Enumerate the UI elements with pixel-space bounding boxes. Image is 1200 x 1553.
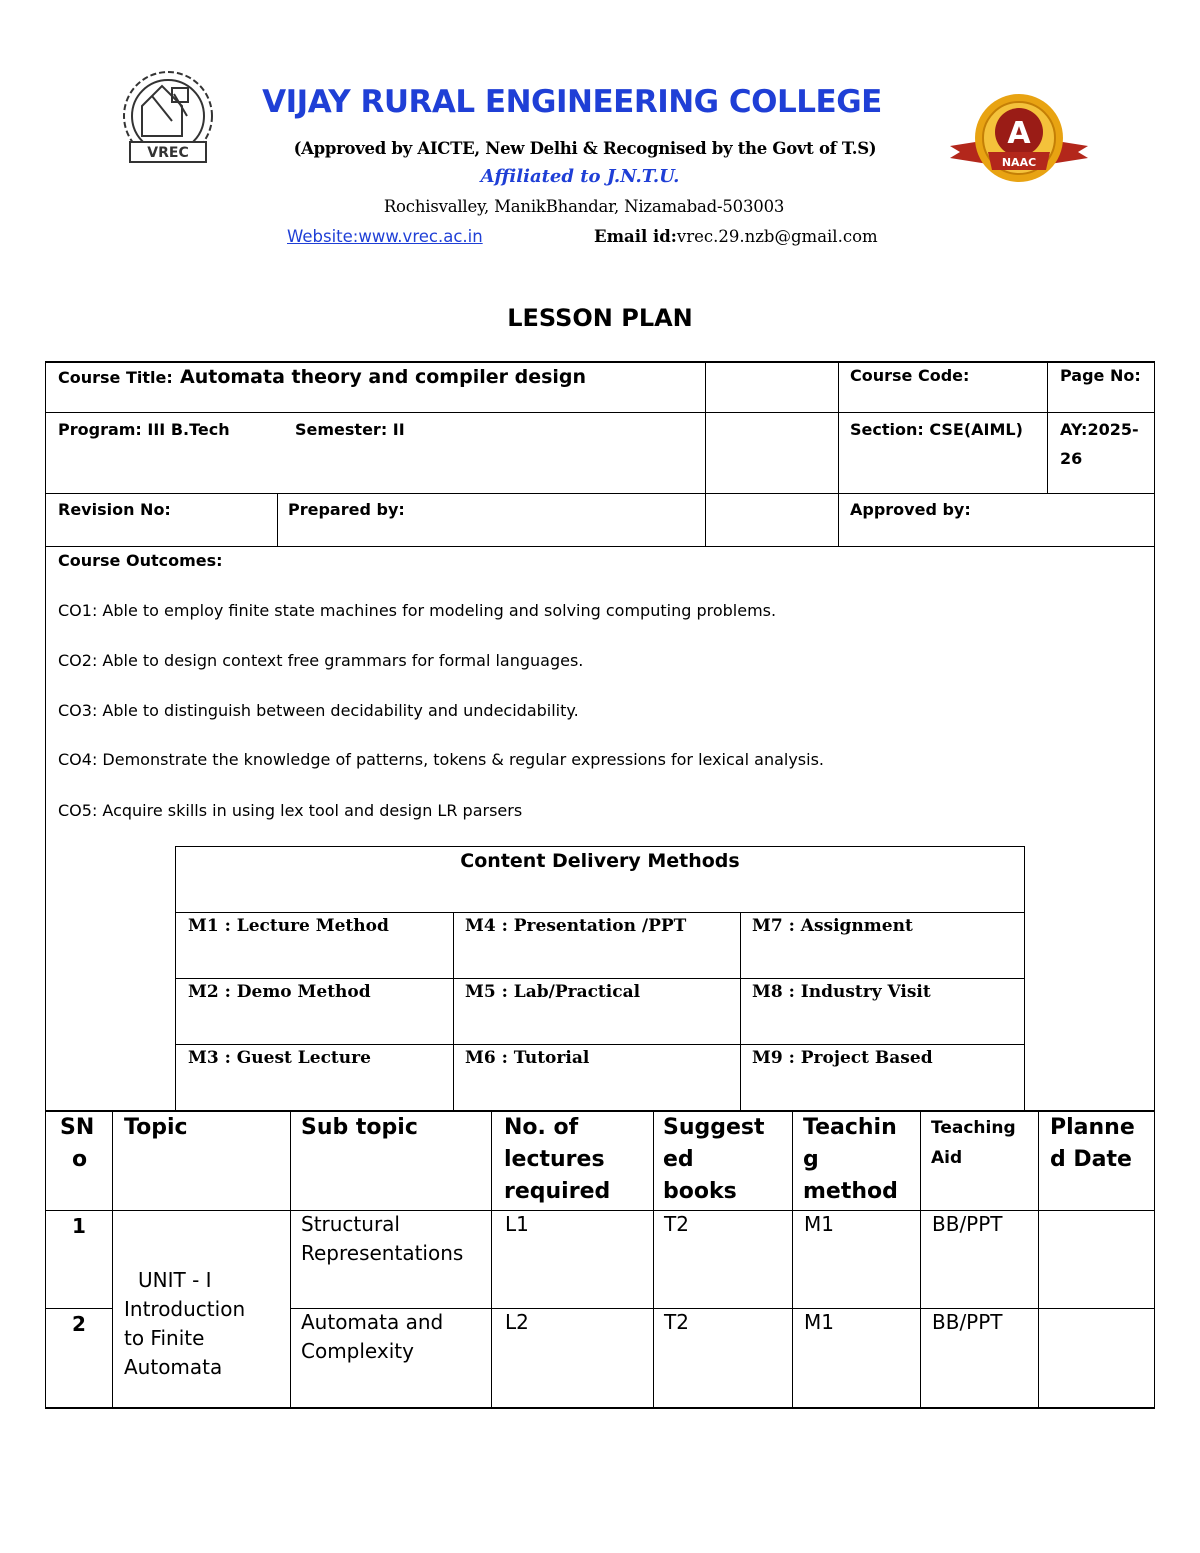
header-books: Suggest ed books	[663, 1115, 765, 1204]
semester-label: Semester: II	[295, 420, 405, 439]
course-outcome-3: CO3: Able to distinguish between decidability and undecidability.	[58, 701, 579, 720]
approved-by-label: Approved by:	[850, 500, 971, 519]
method-m8: M8 : Industry Visit	[752, 982, 931, 1002]
table-row-aid: BB/PPT	[932, 1212, 1003, 1236]
program-label: Program: III B.Tech	[58, 420, 230, 439]
course-code-label: Course Code:	[850, 366, 970, 385]
method-m7: M7 : Assignment	[752, 916, 913, 936]
method-m9: M9 : Project Based	[752, 1048, 933, 1068]
method-m4: M4 : Presentation /PPT	[465, 916, 687, 936]
email-value[interactable]: vrec.29.nzb@gmail.com	[676, 227, 878, 246]
header-subtopic: Sub topic	[301, 1115, 418, 1140]
course-outcome-1: CO1: Able to employ finite state machines for modeling and solving computing problems.	[58, 601, 777, 620]
table-row-lecture: L1	[505, 1212, 529, 1236]
table-row-method: M1	[804, 1310, 834, 1334]
email-info: Email id:vrec.29.nzb@gmail.com	[594, 227, 878, 246]
svg-text:NAAC: NAAC	[1001, 156, 1037, 169]
method-m5: M5 : Lab/Practical	[465, 982, 641, 1002]
method-m2: M2 : Demo Method	[188, 982, 371, 1002]
course-outcome-4: CO4: Demonstrate the knowledge of patterns, tokens & regular expressions for lexical analysis.	[58, 750, 824, 769]
table-row-subtopic: Structural Representations	[301, 1212, 464, 1265]
table-row-book: T2	[664, 1212, 689, 1236]
header-planned-date: Planne d Date	[1050, 1115, 1135, 1172]
table-row-aid: BB/PPT	[932, 1310, 1003, 1334]
course-outcome-5: CO5: Acquire skills in using lex tool and design LR parsers	[58, 801, 523, 820]
course-outcomes-heading: Course Outcomes:	[58, 551, 223, 570]
header-topic: Topic	[124, 1115, 188, 1140]
method-m1: M1 : Lecture Method	[188, 916, 389, 936]
course-outcome-2: CO2: Able to design context free grammars for formal languages.	[58, 651, 584, 670]
header-teaching-method: Teachin g method	[803, 1115, 898, 1204]
website-link[interactable]: Website:www.vrec.ac.in	[287, 227, 483, 246]
page-title: LESSON PLAN	[507, 304, 693, 332]
table-row-method: M1	[804, 1212, 834, 1236]
prepared-by-label: Prepared by:	[288, 500, 405, 519]
college-name: VIJAY RURAL ENGINEERING COLLEGE	[262, 84, 882, 120]
delivery-methods-title: Content Delivery Methods	[460, 850, 740, 872]
revision-no-label: Revision No:	[58, 500, 171, 519]
course-title-label: Course Title:	[58, 368, 173, 387]
table-row-sno: 2	[72, 1312, 86, 1336]
table-row-subtopic: Automata and Complexity	[301, 1310, 444, 1363]
academic-year-line2: 26	[1060, 449, 1083, 468]
header-teaching-aid: Teaching Aid	[931, 1118, 1016, 1168]
college-address: Rochisvalley, ManikBhandar, Nizamabad-503003	[383, 197, 785, 216]
unit-topic: UNIT - I Introduction to Finite Automata	[124, 1268, 246, 1379]
academic-year-line1: AY:2025-	[1060, 420, 1139, 439]
table-row-lecture: L2	[505, 1310, 529, 1334]
header-sno: SN o	[60, 1115, 95, 1172]
section-label: Section: CSE(AIML)	[850, 420, 1023, 439]
naac-badge-icon	[948, 90, 1090, 190]
header-lectures: No. of lectures required	[504, 1115, 611, 1204]
svg-text:VREC: VREC	[147, 145, 189, 161]
table-row-sno: 1	[72, 1214, 86, 1238]
method-m6: M6 : Tutorial	[465, 1048, 590, 1068]
course-title-value: Automata theory and compiler design	[180, 366, 587, 388]
table-row-book: T2	[664, 1310, 689, 1334]
svg-text:A: A	[1007, 116, 1031, 151]
approval-text: (Approved by AICTE, New Delhi & Recognised by the Govt of T.S)	[293, 139, 877, 158]
method-m3: M3 : Guest Lecture	[188, 1048, 371, 1068]
page-no-label: Page No:	[1060, 366, 1141, 385]
affiliation-text: Affiliated to J.N.T.U.	[480, 166, 680, 187]
